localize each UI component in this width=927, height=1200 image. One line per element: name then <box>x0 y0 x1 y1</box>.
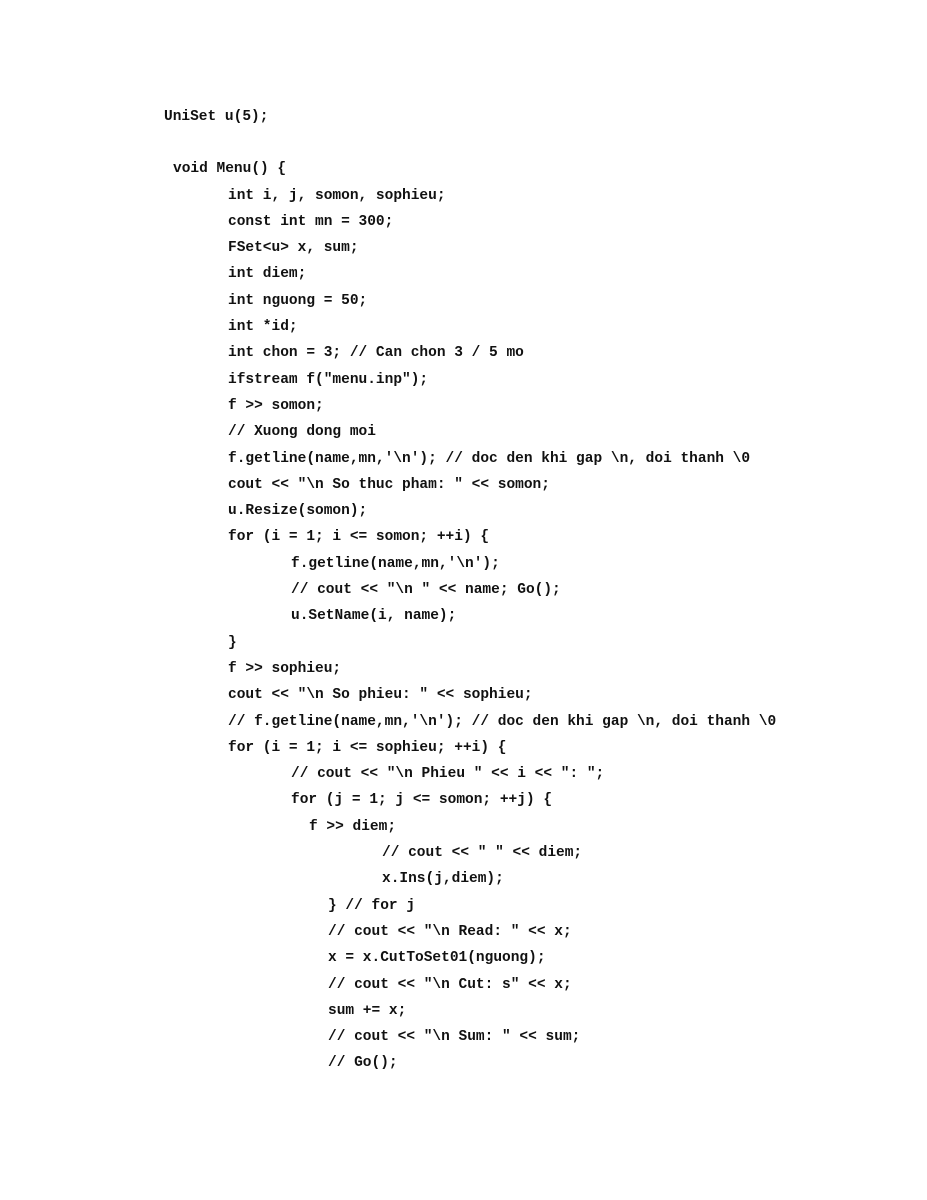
code-line-30: } // for j <box>328 898 416 914</box>
code-line-5: FSet<u> x, sum; <box>228 240 359 256</box>
code-line-7: int nguong = 50; <box>228 293 368 309</box>
code-line-12: // Xuong dong moi <box>228 424 376 440</box>
code-line-15: u.Resize(somon); <box>228 503 368 519</box>
code-line-18: // cout << "\n " << name; Go(); <box>291 582 561 598</box>
code-line-6: int diem; <box>228 266 307 282</box>
code-line-9: int chon = 3; // Can chon 3 / 5 mo <box>228 345 524 361</box>
code-line-2: void Menu() { <box>173 161 287 177</box>
code-line-36: // Go(); <box>328 1055 398 1071</box>
code-line-20: } <box>228 635 237 651</box>
code-line-16: for (i = 1; i <= somon; ++i) { <box>228 529 490 545</box>
code-line-24: for (i = 1; i <= sophieu; ++i) { <box>228 740 507 756</box>
code-line-21: f >> sophieu; <box>228 661 342 677</box>
code-line-13: f.getline(name,mn,'\n'); // doc den khi gap \n, doi thanh \0 <box>228 451 751 467</box>
code-line-29: x.Ins(j,diem); <box>382 871 504 887</box>
code-line-10: ifstream f("menu.inp"); <box>228 372 429 388</box>
code-line-4: const int mn = 300; <box>228 214 394 230</box>
code-line-33: // cout << "\n Cut: s" << x; <box>328 977 572 993</box>
code-line-19: u.SetName(i, name); <box>291 608 457 624</box>
code-line-23: // f.getline(name,mn,'\n'); // doc den khi gap \n, doi thanh \0 <box>228 714 777 730</box>
code-line-31: // cout << "\n Read: " << x; <box>328 924 572 940</box>
code-line-3: int i, j, somon, sophieu; <box>228 188 446 204</box>
code-line-32: x = x.CutToSet01(nguong); <box>328 950 546 966</box>
code-line-34: sum += x; <box>328 1003 407 1019</box>
code-line-35: // cout << "\n Sum: " << sum; <box>328 1029 581 1045</box>
code-line-25: // cout << "\n Phieu " << i << ": "; <box>291 766 605 782</box>
code-line-8: int *id; <box>228 319 298 335</box>
code-line-27: f >> diem; <box>309 819 397 835</box>
code-line-1: UniSet u(5); <box>164 109 269 125</box>
code-line-28: // cout << " " << diem; <box>382 845 583 861</box>
code-line-22: cout << "\n So phieu: " << sophieu; <box>228 687 533 703</box>
code-line-17: f.getline(name,mn,'\n'); <box>291 556 500 572</box>
code-line-11: f >> somon; <box>228 398 324 414</box>
code-line-14: cout << "\n So thuc pham: " << somon; <box>228 477 550 493</box>
code-line-26: for (j = 1; j <= somon; ++j) { <box>291 792 553 808</box>
